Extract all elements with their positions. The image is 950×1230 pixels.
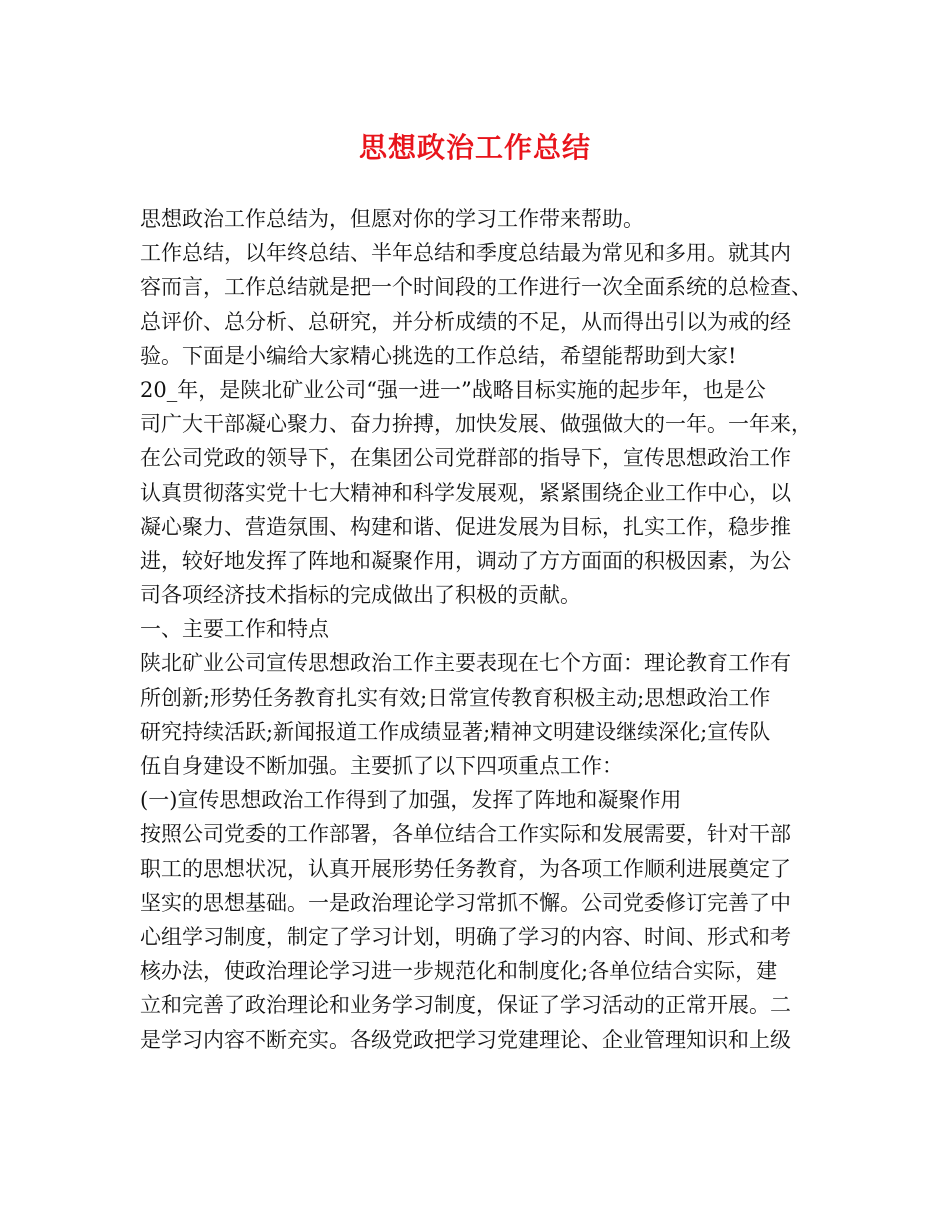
section-heading: 一、主要工作和特点 xyxy=(140,617,329,642)
document-body xyxy=(140,202,820,1057)
text-line: 工作总结，以年终总结、半年总结和季度总结最为常见和多用。就其内 xyxy=(140,241,791,266)
text-line: 心组学习制度，制定了学习计划，明确了学习的内容、时间、形式和考 xyxy=(140,924,791,949)
text-line: 进，较好地发挥了阵地和凝聚作用，调动了方方面面的积极因素，为公 xyxy=(140,548,791,573)
text-line: 伍自身建设不断加强。主要抓了以下四项重点工作： xyxy=(140,754,623,778)
text-line: 验。下面是小编给大家精心挑选的工作总结，希望能帮助到大家! xyxy=(140,343,737,368)
subsection-heading: (一)宣传思想政治工作得到了加强，发挥了阵地和凝聚作用 xyxy=(140,788,682,813)
text-line: 职工的思想状况，认真开展形势任务教育，为各项工作顺利进展奠定了 xyxy=(140,856,791,881)
document-title: 思想政治工作总结 xyxy=(358,131,591,164)
text-line: 是学习内容不断充实。各级党政把学习党建理论、企业管理知识和上级 xyxy=(140,1027,791,1052)
text-line: 20_年，是陕北矿业公司“强一进一”战略目标实施的起步年，也是公 xyxy=(140,377,766,402)
text-line: 司各项经济技术指标的完成做出了积极的贡献。 xyxy=(140,583,581,608)
text-line: 总评价、总分析、总研究，并分析成绩的不足，从而得出引以为戒的经 xyxy=(140,309,791,334)
text-line: 思想政治工作总结为，但愿对你的学习工作带来帮助。 xyxy=(140,207,644,231)
text-line: 所创新;形势任务教育扎实有效;日常宣传教育积极主动;思想政治工作 xyxy=(140,685,771,710)
text-line: 陕北矿业公司宣传思想政治工作主要表现在七个方面：理论教育工作有 xyxy=(140,651,791,676)
text-line: 认真贯彻落实党十七大精神和科学发展观，紧紧围绕企业工作中心，以 xyxy=(140,480,791,505)
text-line: 核办法，使政治理论学习进一步规范化和制度化;各单位结合实际，建 xyxy=(140,959,778,984)
text-line: 容而言，工作总结就是把一个时间段的工作进行一次全面系统的总检查、 xyxy=(140,275,812,300)
text-line: 研究持续活跃;新闻报道工作成绩显著;精神文明建设继续深化;宣传队 xyxy=(140,719,771,744)
text-line: 在公司党政的领导下，在集团公司党群部的指导下，宣传思想政治工作 xyxy=(140,446,791,471)
text-line: 凝心聚力、营造氛围、构建和谐、促进发展为目标，扎实工作，稳步推 xyxy=(140,514,791,539)
text-line: 司广大干部凝心聚力、奋力拚搏，加快发展、做强做大的一年。一年来， xyxy=(140,412,812,437)
text-line: 按照公司党委的工作部署，各单位结合工作实际和发展需要，针对干部 xyxy=(140,822,791,847)
text-line: 坚实的思想基础。一是政治理论学习常抓不懈。公司党委修订完善了中 xyxy=(140,890,791,915)
text-line: 立和完善了政治理论和业务学习制度，保证了学习活动的正常开展。二 xyxy=(140,993,791,1018)
